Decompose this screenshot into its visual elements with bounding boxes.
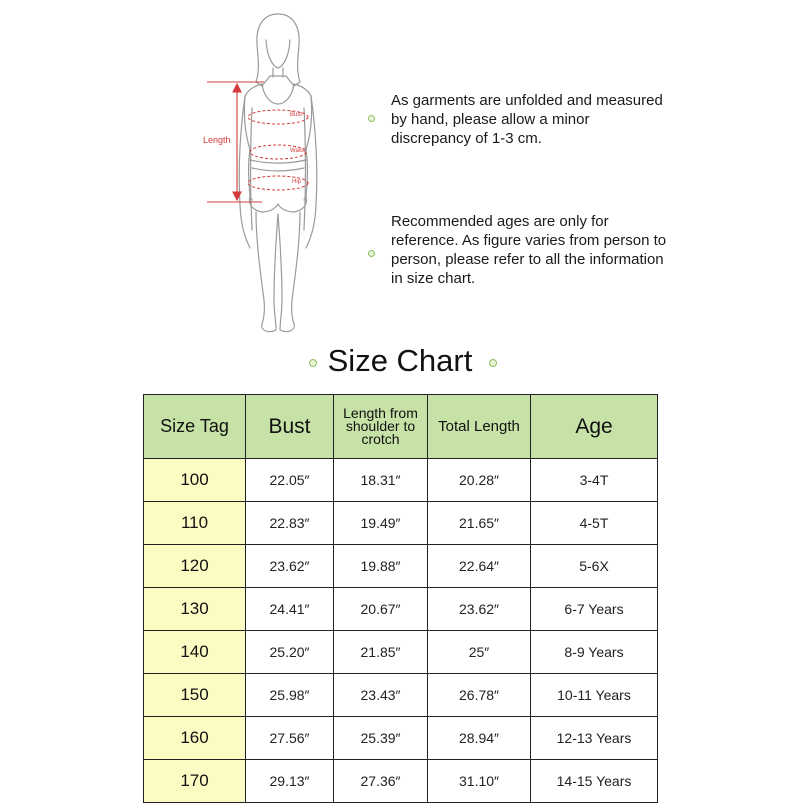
waist-label: Waist [290, 148, 305, 154]
cell-length: 27.36″ [334, 760, 428, 803]
table-row [144, 717, 658, 760]
bust-label: Bust [290, 112, 303, 118]
table-row [144, 760, 658, 803]
cell-size: 160 [144, 717, 246, 760]
cell-age: 3-4T [531, 459, 658, 502]
cell-length: 19.88″ [334, 545, 428, 588]
table-row [144, 631, 658, 674]
cell-age: 4-5T [531, 502, 658, 545]
page-title: Size Chart [327, 343, 473, 378]
cell-age: 6-7 Years [531, 588, 658, 631]
table-header-row [144, 395, 658, 459]
hip-label: Hip [292, 179, 302, 185]
table-row [144, 545, 658, 588]
bullet-dot-icon [368, 115, 375, 122]
size-chart-table [143, 394, 658, 803]
table-row [144, 459, 658, 502]
cell-bust: 22.83″ [246, 502, 334, 545]
cell-size: 120 [144, 545, 246, 588]
header-bust: Bust [246, 395, 334, 459]
cell-total: 31.10″ [428, 760, 531, 803]
cell-total: 28.94″ [428, 717, 531, 760]
cell-size: 150 [144, 674, 246, 717]
cell-length: 25.39″ [334, 717, 428, 760]
title-dot-right-icon [489, 359, 497, 367]
cell-length: 20.67″ [334, 588, 428, 631]
cell-length: 18.31″ [334, 459, 428, 502]
cell-size: 140 [144, 631, 246, 674]
cell-bust: 24.41″ [246, 588, 334, 631]
cell-size: 170 [144, 760, 246, 803]
cell-total: 22.64″ [428, 545, 531, 588]
table-row [144, 674, 658, 717]
cell-size: 100 [144, 459, 246, 502]
title-row [0, 338, 800, 384]
header-length: Length from shoulder to crotch [334, 395, 428, 459]
table-row [144, 588, 658, 631]
bullet-dot-icon [368, 250, 375, 257]
header-age: Age [531, 395, 658, 459]
note-text: As garments are unfolded and measured by hand, please allow a minor discrepancy of 1-3 cm. [391, 92, 663, 147]
cell-age: 10-11 Years [531, 674, 658, 717]
cell-age: 12-13 Years [531, 717, 658, 760]
measurement-figure [190, 0, 370, 345]
cell-total: 26.78″ [428, 674, 531, 717]
cell-bust: 22.05″ [246, 459, 334, 502]
cell-size: 130 [144, 588, 246, 631]
cell-age: 5-6X [531, 545, 658, 588]
cell-bust: 27.56″ [246, 717, 334, 760]
cell-total: 20.28″ [428, 459, 531, 502]
cell-bust: 29.13″ [246, 760, 334, 803]
cell-length: 21.85″ [334, 631, 428, 674]
cell-total: 23.62″ [428, 588, 531, 631]
cell-age: 14-15 Years [531, 760, 658, 803]
header-total-length: Total Length [428, 395, 531, 459]
cell-bust: 25.20″ [246, 631, 334, 674]
cell-age: 8-9 Years [531, 631, 658, 674]
cell-bust: 25.98″ [246, 674, 334, 717]
cell-total: 21.65″ [428, 502, 531, 545]
header-size-tag: Size Tag [144, 395, 246, 459]
cell-length: 23.43″ [334, 674, 428, 717]
note-text: Recommended ages are only for reference. As figure varies from person to person, please refer to all the information in size chart. [391, 213, 667, 287]
cell-total: 25″ [428, 631, 531, 674]
cell-size: 110 [144, 502, 246, 545]
cell-bust: 23.62″ [246, 545, 334, 588]
cell-length: 19.49″ [334, 502, 428, 545]
girl-silhouette-illustration [190, 0, 370, 345]
table-row [144, 502, 658, 545]
length-label: Length [203, 135, 231, 145]
